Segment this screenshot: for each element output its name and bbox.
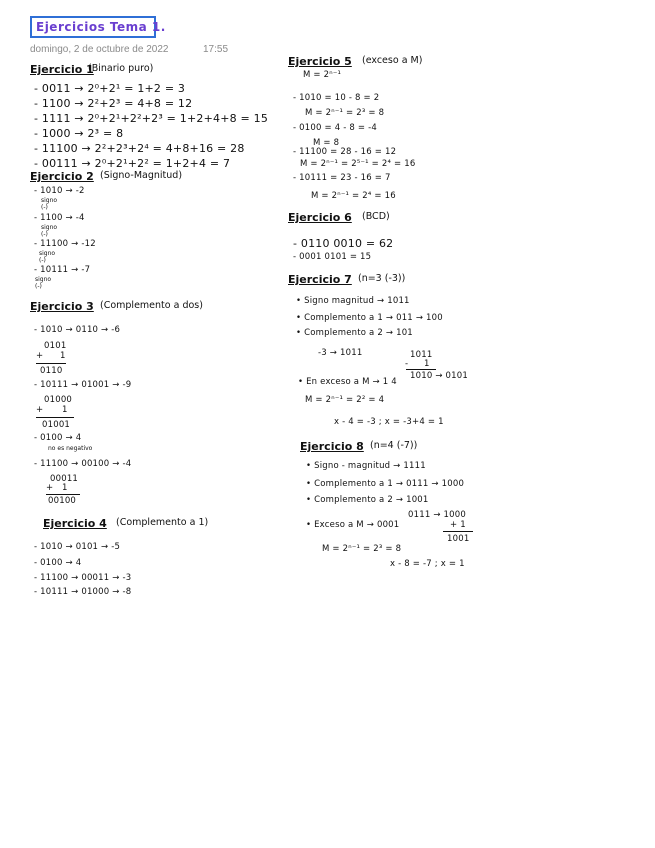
ej5-m: M = 2ⁿ⁻¹ xyxy=(303,70,342,80)
ej1-line: - 1100 → 2²+2³ = 4+8 = 12 xyxy=(34,97,193,110)
ej1-line: - 1111 → 2⁰+2¹+2²+2³ = 1+2+4+8 = 15 xyxy=(34,112,269,125)
ej3-sum-a: 0101 xyxy=(44,341,67,351)
ej2-sign-minus: (-) xyxy=(41,204,48,211)
ej5-heading: Ejercicio 5 xyxy=(288,55,352,68)
ej8-heading: Ejercicio 8 xyxy=(300,440,364,453)
ej3-sum-b: 1 xyxy=(62,405,68,415)
ej5-m-calc: M = 2ⁿ⁻¹ = 2⁵⁻¹ = 2⁴ = 16 xyxy=(300,159,416,169)
ej5-m-calc: M = 2ⁿ⁻¹ = 2⁴ = 16 xyxy=(311,191,396,201)
ej7-sub-result: 1010 → 0101 xyxy=(410,371,468,381)
sum-rule xyxy=(36,363,66,364)
ej2-sign-label: signo xyxy=(35,276,52,283)
ej8-line: • Exceso a M → 0001 xyxy=(306,520,400,530)
ej3-sum-b: 1 xyxy=(60,351,66,361)
ej7-sub-minus: - xyxy=(405,359,409,369)
ej2-line: - 10111 → -7 xyxy=(34,265,91,275)
ej7-subtitle: (n=3 (-3)) xyxy=(358,273,406,284)
ej2-sign-label: signo xyxy=(41,224,58,231)
ej7-m-calc: M = 2ⁿ⁻¹ = 2² = 4 xyxy=(305,395,385,405)
ej1-subtitle: (Binario puro) xyxy=(88,63,154,74)
ej7-line: • Complemento a 2 → 101 xyxy=(296,328,413,338)
ej4-line: - 1010 → 0101 → -5 xyxy=(34,542,121,552)
ej8-line: • Complemento a 1 → 0111 → 1000 xyxy=(306,479,465,489)
ej3-sum-result: 0110 xyxy=(40,366,63,376)
ej4-heading: Ejercicio 4 xyxy=(43,517,107,530)
ej2-subtitle: (Signo-Magnitud) xyxy=(100,170,183,181)
ej3-sum-result: 00100 xyxy=(48,496,77,506)
ej3-line: - 0100 → 4 xyxy=(34,433,82,443)
ej6-subtitle: (BCD) xyxy=(362,211,390,222)
ej5-line: - 1010 = 10 - 8 = 2 xyxy=(293,93,380,103)
ej2-heading: Ejercicio 2 xyxy=(30,170,94,183)
ej4-line: - 11100 → 00011 → -3 xyxy=(34,573,132,583)
ej3-subtitle: (Complemento a dos) xyxy=(100,300,203,311)
ej2-sign-minus: (-) xyxy=(35,283,42,290)
ej5-m-calc: M = 2ⁿ⁻¹ = 2³ = 8 xyxy=(305,108,385,118)
ej5-line: - 10111 = 23 - 16 = 7 xyxy=(293,173,391,183)
ej2-sign-minus: (-) xyxy=(41,231,48,238)
sum-rule xyxy=(36,417,74,418)
ej7-sub-b: 1 xyxy=(424,359,430,369)
ej8-sum-result: 1001 xyxy=(447,534,470,544)
ej5-subtitle: (exceso a M) xyxy=(362,55,423,66)
ej2-sign-label: signo xyxy=(41,197,58,204)
ej4-line: - 0100 → 4 xyxy=(34,558,82,568)
ej6-heading: Ejercicio 6 xyxy=(288,211,352,224)
ej1-line: - 1000 → 2³ = 8 xyxy=(34,127,124,140)
ej3-sum-plus: + xyxy=(36,405,44,415)
ej4-line: - 10111 → 01000 → -8 xyxy=(34,587,132,597)
ej8-m-calc: M = 2ⁿ⁻¹ = 2³ = 8 xyxy=(322,544,402,554)
ej8-line: • Complemento a 2 → 1001 xyxy=(306,495,429,505)
ej3-sum-b: 1 xyxy=(62,483,68,493)
sub-rule xyxy=(406,369,436,370)
ej2-line: - 1100 → -4 xyxy=(34,213,85,223)
ej3-line: - 11100 → 00100 → -4 xyxy=(34,459,132,469)
ej2-line: - 1010 → -2 xyxy=(34,186,85,196)
ej7-line: • Complemento a 1 → 011 → 100 xyxy=(296,313,443,323)
ej8-sum-top: 0111 → 1000 xyxy=(408,510,466,520)
ej3-sum-result: 01001 xyxy=(42,420,71,430)
ej2-sign-label: signo xyxy=(39,250,56,257)
sum-rule xyxy=(46,494,80,495)
ej3-sum-a: 01000 xyxy=(44,395,73,405)
ej3-sum-plus: + xyxy=(46,483,54,493)
ej2-sign-minus: (-) xyxy=(39,257,46,264)
page-date: domingo, 2 de octubre de 2022 xyxy=(30,44,169,55)
ej3-note: no es negativo xyxy=(48,445,93,452)
ej1-line: - 00111 → 2⁰+2¹+2² = 1+2+4 = 7 xyxy=(34,157,231,170)
ej1-heading: Ejercicio 1 xyxy=(30,63,94,76)
page-title: Ejercicios Tema 1. xyxy=(36,20,166,34)
ej3-sum-a: 00011 xyxy=(50,474,79,484)
ej7-line: • En exceso a M → 1 4 xyxy=(298,377,397,387)
ej7-sub-left: -3 → 1011 xyxy=(318,348,363,358)
sum-rule xyxy=(443,531,473,532)
ej7-sub-a: 1011 xyxy=(410,350,433,360)
ej8-sum-plus: + 1 xyxy=(450,520,466,530)
ej3-sum-plus: + xyxy=(36,351,44,361)
ej5-m-calc: M = 8 xyxy=(313,138,340,148)
ej3-line: - 10111 → 01001 → -9 xyxy=(34,380,132,390)
ej7-line: • Signo magnitud → 1011 xyxy=(296,296,410,306)
ej3-line: - 1010 → 0110 → -6 xyxy=(34,325,121,335)
ej6-line: - 0110 0010 = 62 xyxy=(293,237,394,250)
ej8-equation: x - 8 = -7 ; x = 1 xyxy=(390,559,465,569)
ej3-heading: Ejercicio 3 xyxy=(30,300,94,313)
ej4-subtitle: (Complemento a 1) xyxy=(116,517,209,528)
ej8-line: • Signo - magnitud → 1111 xyxy=(306,461,426,471)
page-time: 17:55 xyxy=(203,44,229,55)
ej6-line: - 0001 0101 = 15 xyxy=(293,252,372,262)
ej1-line: - 0011 → 2⁰+2¹ = 1+2 = 3 xyxy=(34,82,186,95)
ej1-line: - 11100 → 2²+2³+2⁴ = 4+8+16 = 28 xyxy=(34,142,245,155)
ej2-line: - 11100 → -12 xyxy=(34,239,96,249)
ej7-equation: x - 4 = -3 ; x = -3+4 = 1 xyxy=(334,417,444,427)
ej5-line: - 0100 = 4 - 8 = -4 xyxy=(293,123,378,133)
ej5-line: - 11100 = 28 - 16 = 12 xyxy=(293,147,397,157)
ej8-subtitle: (n=4 (-7)) xyxy=(370,440,418,451)
ej7-heading: Ejercicio 7 xyxy=(288,273,352,286)
